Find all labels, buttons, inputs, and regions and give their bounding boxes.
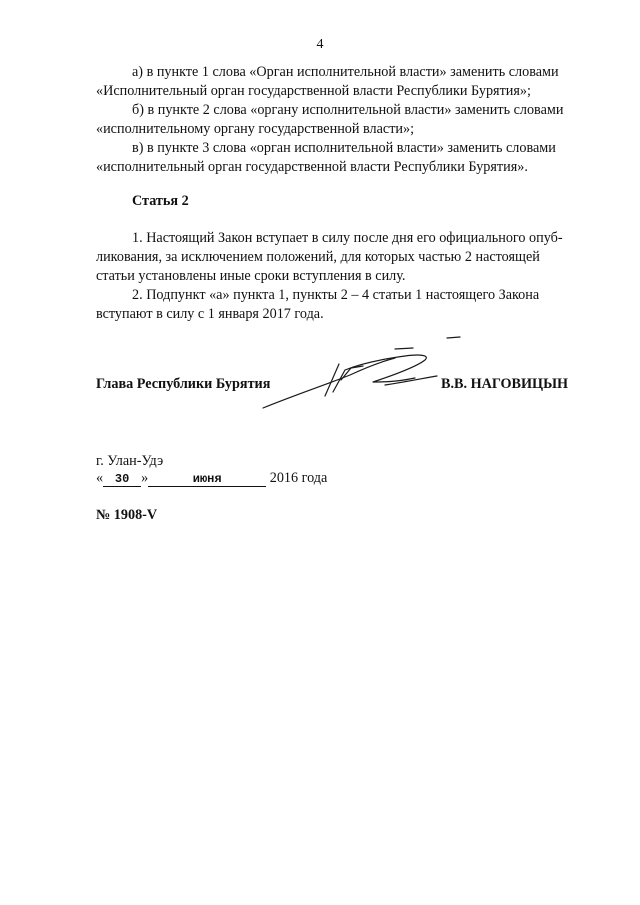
article-paragraph-1-line1: 1. Настоящий Закон вступает в силу после дня его официального опуб- <box>132 230 563 246</box>
law-number: № 1908-V <box>96 507 158 523</box>
signing-date <box>96 470 327 487</box>
amendment-a <box>96 63 584 101</box>
amendment-a-line2: «Исполнительный орган государственной власти Республики Бурятия»; <box>96 83 531 99</box>
date-day: 30 <box>103 472 141 487</box>
amendment-a-line1: а) в пункте 1 слова «Орган исполнительной власти» заменить словами <box>132 64 559 80</box>
date-year: 2016 года <box>269 470 328 486</box>
article-paragraph-1-line2: ликования, за исключением положений, для которых частью 2 настоящей <box>96 249 540 265</box>
article-paragraph-1-line3: статьи установлены иные сроки вступления в силу. <box>96 268 406 284</box>
amendment-c-line1: в) в пункте 3 слова «орган исполнительной власти» заменить словами <box>132 140 556 156</box>
article-paragraph-2-line2: вступают в силу с 1 января 2017 года. <box>96 306 324 322</box>
signatory-title: Глава Республики Бурятия <box>96 376 271 392</box>
page-number: 4 <box>316 37 324 52</box>
amendment-c-line2: «исполнительный орган государственной власти Республики Бурятия». <box>96 159 528 175</box>
article-paragraph-1 <box>96 229 584 286</box>
signatory-name: В.В. НАГОВИЦЫН <box>441 376 569 392</box>
place: г. Улан-Удэ <box>96 453 164 469</box>
amendment-b <box>96 101 584 139</box>
amendment-b-line2: «исполнительному органу государственной власти»; <box>96 121 415 137</box>
article-paragraph-2-line1: 2. Подпункт «а» пункта 1, пункты 2 – 4 статьи 1 настоящего Закона <box>132 287 540 303</box>
article-paragraph-2 <box>96 286 584 324</box>
article-title: Статья 2 <box>132 193 189 209</box>
date-close-quote: » <box>141 470 149 486</box>
amendment-c <box>96 139 584 177</box>
date-open-quote: « <box>96 470 104 486</box>
handwritten-signature <box>255 330 475 415</box>
amendment-b-line1: б) в пункте 2 слова «органу исполнительной власти» заменить словами <box>132 102 564 118</box>
date-month: июня <box>148 472 266 487</box>
